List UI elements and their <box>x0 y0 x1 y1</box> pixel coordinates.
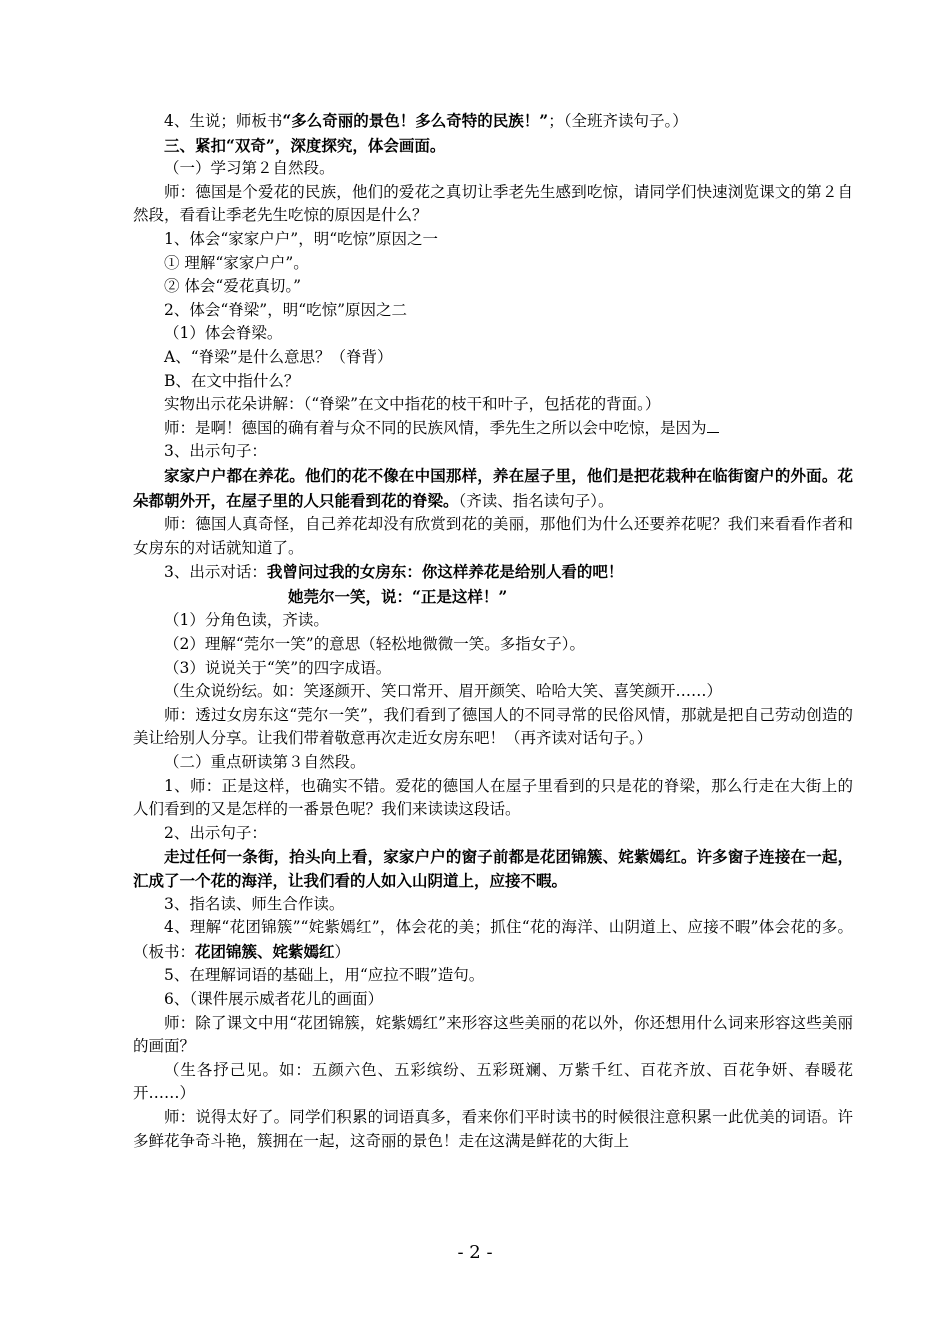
paragraph-l10 <box>133 346 853 370</box>
text-run: 1、师：正是这样，也确实不错。爱花的德国人在屋子里看到的只是花的脊梁，那么行走在大街上的人们看到的又是怎样的一番景色呢？我们来读读这段话。 <box>133 776 853 819</box>
text-run: 花团锦簇、姹紫嫣红 <box>195 941 335 961</box>
text-run: B、在文中指什么？ <box>164 371 300 390</box>
paragraph-l11 <box>133 370 853 394</box>
text-run: （1）分角色读，齐读。 <box>164 611 329 630</box>
text-run: 实物出示花朵讲解：（“脊梁”在文中指花的枝干和叶子，包括花的背面。） <box>164 395 661 414</box>
text-run: 1、体会“家家户户”，明“吃惊”原因之一 <box>164 229 439 248</box>
paragraph-l12 <box>133 393 853 417</box>
text-run: 2、出示句子： <box>164 823 267 842</box>
text-run: 师：是啊！德国的确有着与众不同的民族风情，季先生之所以会中吃惊，是因为 <box>164 418 707 437</box>
text-run: （一）学习第２自然段。 <box>164 159 335 178</box>
document-body <box>133 109 853 1153</box>
page-number: - 2 - <box>457 1242 493 1263</box>
paragraph-l20 <box>133 633 853 657</box>
text-run: （1）体会脊梁。 <box>164 324 283 343</box>
paragraph-l9 <box>133 322 853 346</box>
paragraph-l6 <box>133 252 853 276</box>
paragraph-l8 <box>133 299 853 323</box>
text-run: “多么奇丽的景色！多么奇特的民族！” <box>282 111 549 130</box>
paragraph-l33 <box>133 1059 853 1106</box>
text-run: 2、体会“脊梁”，明“吃惊”原因之二 <box>164 300 408 319</box>
text-run: 3、出示句子： <box>164 442 267 461</box>
paragraph-l14 <box>133 440 853 464</box>
text-run: （生众说纷纭。如：笑逐颜开、笑口常开、眉开颜笑、哈哈大笑、喜笑颜开……） <box>164 682 723 701</box>
paragraph-l25 <box>133 775 853 822</box>
text-run: 师：除了课文中用“花团锦簇，姹紫嫣红”来形容这些美丽的花以外，你还想用什么词来形容这些美丽的画面？ <box>133 1013 853 1056</box>
paragraph-l13 <box>133 417 853 441</box>
text-run: 师：说得太好了。同学们积累的词语真多，看来你们平时读书的时候很注意积累一此优美的词语。许多鲜花争奇斗艳，簇拥在一起，这奇丽的景色！走在这满是鲜花的大街上 <box>133 1107 853 1150</box>
text-run: （3）说说关于“笑”的四字成语。 <box>164 658 392 677</box>
paragraph-l21 <box>133 657 853 681</box>
paragraph-l15 <box>133 464 853 513</box>
text-run: （二）重点研读第３自然段。 <box>164 753 366 772</box>
paragraph-l3 <box>133 157 853 181</box>
text-run: 5、在理解词语的基础上，用“应拉不暇”造句。 <box>164 966 485 985</box>
text-run: A、“脊梁”是什么意思？（脊背） <box>164 347 393 366</box>
paragraph-l26 <box>133 822 853 846</box>
paragraph-l1 <box>133 109 853 134</box>
text-run: 我曾问过我的女房东：你这样养花是给别人看的吧！ <box>266 562 624 582</box>
text-run: （齐读、指名读句子）。 <box>458 491 614 510</box>
paragraph-l2 <box>133 134 853 158</box>
paragraph-l18 <box>133 585 853 610</box>
fill-in-blank <box>707 418 719 433</box>
text-run: （2）理解“莞尔一笑”的意思（轻松地微微一笑。多指女子）。 <box>164 635 585 654</box>
text-run: 4、理解“花团锦簇”“姹紫嫣红”，体会花的美；抓住“花的海洋、山阴道上、应接不暇”体会花的多。（板书： <box>133 918 853 961</box>
paragraph-l19 <box>133 609 853 633</box>
text-run: ；（全班齐读句子。） <box>548 112 688 130</box>
text-run: 师：德国是个爱花的民族，他们的爱花之真切让季老先生感到吃惊，请同学们快速浏览课文的第２自然段，看看让季老先生吃惊的原因是什么？ <box>133 182 853 225</box>
paragraph-l24 <box>133 751 853 775</box>
paragraph-l5 <box>133 228 853 252</box>
paragraph-l27 <box>133 845 853 892</box>
text-run: 师：德国人真奇怪，自己养花却没有欣赏到花的美丽，那他们为什么还要养花呢？我们来看看作者和女房东的对话就知道了。 <box>133 515 853 557</box>
paragraph-l34 <box>133 1106 853 1153</box>
paragraph-l28 <box>133 893 853 917</box>
paragraph-l22 <box>133 680 853 704</box>
text-run: ② 体会“爱花真切。” <box>164 277 302 296</box>
text-run: （生各抒己见。如：五颜六色、五彩缤纷、五彩斑斓、万紫千红、百花齐放、百花争妍、春暖花开……） <box>133 1060 853 1103</box>
text-run: 走过任何一条街，抬头向上看，家家户户的窗子前都是花团锦簇、姹紫嫣红。许多窗子连接在一起，汇成了一个花的海洋，让我们看的人如入山阴道上，应接不暇。 <box>133 847 853 890</box>
text-run: 3、指名读、师生合作读。 <box>164 894 345 913</box>
text-run: 三、紧扣“双奇”，深度探究，体会画面。 <box>164 135 446 155</box>
text-run: 她莞尔一笑，说：“正是这样！” <box>288 586 508 606</box>
text-run: 师：透过女房东这“莞尔一笑”，我们看到了德国人的不同寻常的民俗风情，那就是把自己劳动创造的美让给别人分享。让我们带着敬意再次走近女房东吧！（再齐读对话句子。） <box>133 705 853 748</box>
paragraph-l29 <box>133 916 853 964</box>
text-run: 3、出示对话： <box>164 563 267 582</box>
text-run: 6、（课件展示威者花儿的画面） <box>164 989 384 1008</box>
text-run: ① 理解“家家户户”。 <box>164 253 309 272</box>
paragraph-l31 <box>133 988 853 1012</box>
paragraph-l32 <box>133 1012 853 1059</box>
text-run: 家家户户都在养花。他们的花不像在中国那样，养在屋子里，他们是把花栽种在临街窗户的外面。花朵都朝外开，在屋子里的人只能看到花的脊梁。 <box>133 465 853 510</box>
paragraph-l7 <box>133 275 853 299</box>
paragraph-l23 <box>133 704 853 751</box>
paragraph-l16 <box>133 513 853 560</box>
text-run: ） <box>334 942 351 961</box>
paragraph-l17 <box>133 560 853 585</box>
paragraph-l4 <box>133 181 853 228</box>
paragraph-l30 <box>133 964 853 988</box>
text-run: 4、生说；师板书 <box>164 112 283 130</box>
